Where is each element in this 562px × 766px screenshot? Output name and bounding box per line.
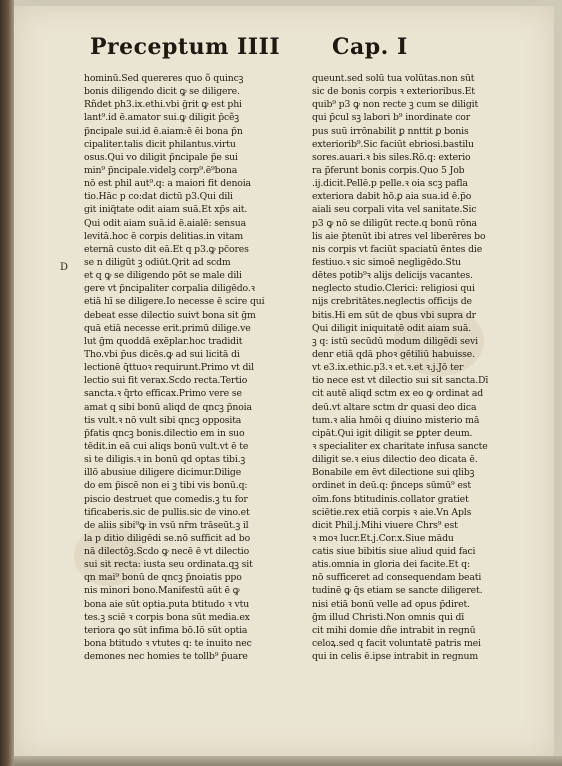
text-line: queunt.sed solū tua volūtas.non sūt	[312, 73, 475, 84]
text-line: qui p̄cul sꝫ labori b⁹ inordinate cor	[312, 112, 470, 124]
text-line: tēdit.in eā cui aliqs bonū vult.vt ē te	[84, 440, 249, 452]
text-line: Qui odit aiam suā.id ē.aialē: sensua	[84, 217, 246, 229]
book-page	[14, 6, 554, 758]
text-line: ordinet in deū.q: p̃nceps sūmū⁹ est	[312, 480, 471, 492]
text-line: qui in celis ē.ipse intrabit in regnum	[312, 651, 478, 663]
text-line: p3 ꝙ nō se diligūt recte.q bonū rōna	[312, 217, 477, 229]
text-line: dicit Phil.j.Mihi viuere Chrs⁹ est	[312, 519, 458, 531]
text-line: piscio destruet que comedis.ꝫ tu for	[84, 493, 248, 505]
text-line: catis siue bibitis siue aliud quid faci	[312, 546, 476, 558]
running-head	[14, 34, 554, 70]
text-line: lis aie p̄tenūt ibi atres vel liberēres bo	[312, 230, 486, 242]
text-line: levitā.hoc ē corpis delitias.in vitam	[84, 230, 244, 242]
text-line: bonis diligendo dicit ꝙ se diligere.	[84, 86, 240, 98]
text-line: nis corpis vt faciūt spaciatū ēntes die	[312, 243, 483, 255]
text-line: lectionē q̄ttuoꝛ requirunt.Primo vt dil	[84, 362, 254, 374]
text-line: cit mihi domie dñe intrabit in regnū	[312, 624, 476, 636]
text-line: etiā hī se diligere.Io necesse ē scire qui	[84, 296, 265, 308]
text-line: diligit se.ꝛ eius dilectio deo dicata ē.	[312, 454, 478, 466]
text-line: p̃fatis qncꝫ bonis.dilectio em in suo	[84, 427, 245, 439]
text-line: ꝛ specialiter ex charitate infusa sancte	[312, 440, 488, 452]
text-line: Qui diligit iniquitatē odit aiam suā.	[312, 322, 472, 334]
text-line: sores.auari.ꝛ bis siles.Rō.q: exterio	[312, 151, 471, 163]
text-line: de aliis sibi⁹ꝙ in vsū nr̃m trāseūt.ꝫ il	[84, 519, 249, 531]
text-line: sic de bonis corpis ꝛ exterioribus.Et	[312, 86, 475, 98]
text-line: Bonabile em ēvt dilectione sui qlibꝫ	[312, 467, 475, 479]
text-line: ꝛ moꝛ lucr.Et.j.Cor.x.Siue mādu	[312, 532, 454, 544]
text-line: illō abusiue diligere dicimur.Dilige	[84, 467, 242, 479]
text-line: tes.ꝫ sciē ꝛ corpis bona sūt media.ex	[84, 611, 250, 623]
text-line: nis minori bono.Manifestū aūt ē ꝙ	[84, 585, 240, 597]
text-line: denr etiā qdā phoꝛ gētiliū habuisse.	[312, 348, 475, 360]
text-line: amat q sibi bonū aliqd de qncꝫ p̃noia	[84, 401, 252, 413]
text-line: exteriorib⁹.Sic faciūt ebriosi.bastilu	[312, 138, 474, 150]
text-line: .ij.dicit.Pellē.p pelle.ꝛ oia scꝫ pafla	[312, 178, 468, 190]
text-line: sciētie.rex etiā corpis ꝛ aie.Vn Apls	[312, 506, 472, 518]
text-line: vt e3.ix.ethic.p3.ꝛ et.ꝛ.et ꝛ.j.Jō ter	[312, 362, 464, 374]
text-line: lectio sui fit verax.Scdo recta.Tertio	[84, 375, 248, 387]
text-line: hominū.Sed quereres quo õ quincꝫ	[84, 73, 244, 84]
running-head-right: Cap. I	[332, 34, 408, 60]
page-edge	[14, 756, 562, 766]
text-line: eternā custo dit eā.Et q p3.ꝙ pc̃ores	[84, 243, 249, 255]
left-text-column	[84, 72, 290, 663]
text-line: demones nec homies te tollb⁹ p̃uare	[84, 651, 248, 663]
text-line: p̃ncipale sui.id ē.aiam:ē ēi bona p̃n	[84, 125, 243, 137]
text-line: Rñdet ph3.ix.ethi.vbi ḡrit ꝙ est phi	[84, 99, 242, 111]
text-line: celoꝝ.sed q facit voluntatē patris mei	[312, 638, 481, 650]
text-line: osus.Qui vo diligit p̃ncipale p̃e sui	[84, 151, 238, 163]
text-line: min⁹ p̃ncipale.videlꝫ corp⁹.ē⁹bona	[84, 164, 238, 176]
text-line: nā dilectōꝫ.Scdo ꝙ necē ē vt dilectio	[84, 546, 250, 558]
text-line: Tho.vbi p̄us dicēs.ꝙ ad sui licitā di	[84, 348, 240, 360]
text-line: lut ḡm quoddā exēplar.hoc tradidit	[84, 335, 243, 347]
text-line: exteriora dabit hō.ꝑ aia sua.id ē.p̃o	[312, 191, 472, 203]
text-line: nisi etiā bonū velle ad opus p̄diret.	[312, 598, 470, 610]
text-line: bitis.Hi em sūt de qbus vbi supra dr	[312, 309, 476, 321]
text-line: tis vult.ꝛ nō vult sibi qncꝫ opposita	[84, 414, 242, 426]
text-line: ḡm illud Christi.Non omnis qui dī	[312, 611, 465, 623]
text-line: cit autē aliqd sctm ex eo ꝙ ordinat ad	[312, 388, 484, 400]
text-line: pus suū irrōnabilit ꝑ nnttit ꝑ bonis	[312, 125, 469, 137]
text-line: teriora ꝙo sūt infima bō.Iō sūt optia	[84, 624, 248, 636]
text-line: atis.omnia in gloria dei facite.Et q:	[312, 559, 470, 571]
text-line: git iniq̃tate odit aiam suā.Et xp̃s ait.	[84, 204, 248, 216]
right-text-column	[312, 72, 518, 663]
text-line: cipaliter.talis dicit philantus.virtu	[84, 138, 236, 150]
text-line: quā etiā necesse erit.primū dilige.ve	[84, 322, 251, 334]
text-line: sancta.ꝛ q̄rto efficax.Primo vere se	[84, 388, 242, 400]
text-line: sui sit recta: iusta seu ordinata.qꝫ sit	[84, 559, 253, 571]
text-line: nijs crebritātes.neglectis officijs de	[312, 296, 472, 308]
text-line: tio nece est vt dilectio sui sit sancta.Dī	[312, 375, 489, 387]
text-line: dētes potib⁹ꝛ alijs delicijs vacantes.	[312, 270, 473, 282]
text-line: gere vt p̃ncipaliter corpalia diligēdo.ꝛ	[84, 283, 255, 295]
text-line: ꝫ q: istū secūdū modum diligēdi sevi	[312, 335, 478, 347]
text-line: la p ditio diligēdi se.nō sufficit ad bo	[84, 532, 251, 544]
text-line: et q ꝙ se diligendo pōt se male dili	[84, 270, 242, 282]
text-line: festiuo.ꝛ sic simoē negligēdo.Stu	[312, 256, 462, 268]
text-line: bona aie sūt optia.puta btitudo ꝛ vtu	[84, 598, 250, 610]
text-line: quib⁹ p3 ꝙ non recte ꝫ cum se diligit	[312, 99, 479, 111]
text-line: oīm.fons btitudinis.collator gratiet	[312, 493, 469, 505]
text-line: si te diligis.ꝛ in bonū qd optas tibi.ꝫ	[84, 454, 246, 466]
text-line: debeat esse dilectio suivt bona sit ḡm	[84, 309, 256, 321]
text-line: ra p̃ferunt bonis corpis.Quo 5 Job	[312, 164, 465, 176]
text-line: lant⁹.id ē.amator sui.ꝙ diligit p̄cẽꝫ	[84, 112, 240, 124]
text-line: tio.Hāc p co:dat dictū p3.Qui dili	[84, 191, 233, 203]
text-line: tudinē ꝙ q̄s etiam se sancte diligeret.	[312, 585, 483, 597]
text-line: bona btitudo ꝛ vtutes q: te inuito nec	[84, 638, 252, 650]
text-line: cipāt.Qui igit diligit se ꝑpter deum.	[312, 427, 473, 439]
text-line: do em p̃iscē non ei ꝫ tibi vis bonū.q:	[84, 480, 248, 492]
running-head-left: Preceptum IIII	[90, 34, 281, 60]
text-line: nō sufficeret ad consequendam beati	[312, 572, 482, 584]
text-line: se n diligūt ꝫ odiūt.Qrit ad scdm	[84, 256, 231, 268]
text-line: neglecto studio.Clerici: religiosi qui	[312, 283, 475, 295]
text-line: tum.ꝛ alia hmōi q diuino misterio mā	[312, 414, 480, 426]
text-line: deū.vt altare sctm dr quasi deo dica	[312, 401, 477, 413]
text-line: aiali seu corpali vita vel sanitate.Sic	[312, 204, 477, 216]
text-line: nō est phil aut⁹.q: a maiori fit denoia	[84, 178, 251, 190]
book-spine	[0, 0, 14, 766]
marginal-note: D	[60, 262, 69, 273]
text-line: tificaberis.sic de pullis.sic de vino.et	[84, 506, 250, 518]
text-line: qn mai⁹ bonū de qncꝫ p̃noiatis ppo	[84, 572, 242, 584]
